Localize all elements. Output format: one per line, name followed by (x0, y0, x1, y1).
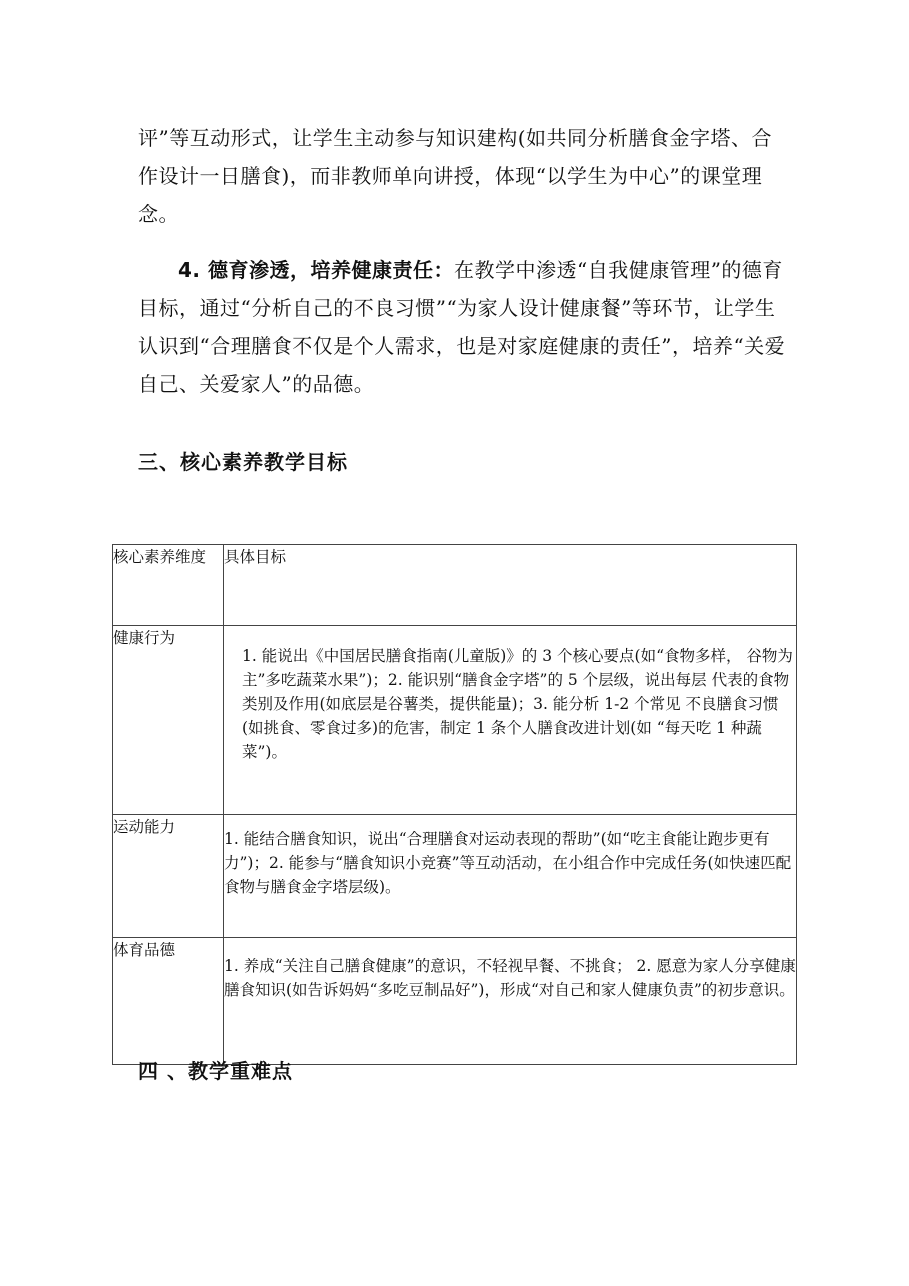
section-heading-key-difficulties: 四 、教学重难点 (138, 1059, 293, 1083)
table-cell-target: 1. 能结合膳食知识，说出“合理膳食对运动表现的帮助”(如“吃主食能让跑步更有力”)；2. 能参与“膳食知识小竞赛”等互动活动，在小组合作中完成任务(如快速匹配食物与膳食金字塔层级)。 (224, 815, 797, 938)
paragraph-moral-education-body: 在教学中渗透“自我健康管理”的德育目标，通过“分析自己的不良习惯”“为家人设计健康餐”等环节，让学生认识到“合理膳食不仅是个人需求，也是对家庭健康的责任”，培养“关爱自己、关爱家人”的品德。 (138, 258, 786, 396)
paragraph-interaction: 评”等互动形式，让学生主动参与知识建构(如共同分析膳食金字塔、合作设计一日膳食)，而非教师单向讲授，体现“以学生为中心”的课堂理念。 (138, 126, 773, 226)
paragraph-moral-education (138, 251, 788, 403)
table-cell-dimension: 运动能力 (113, 815, 224, 938)
table-header-target: 具体目标 (224, 545, 797, 626)
table-row (113, 938, 797, 1065)
table-cell-target: 1. 养成“关注自己膳食健康”的意识，不轻视早餐、不挑食； 2. 愿意为家人分享健康膳食知识(如告诉妈妈“多吃豆制品好”)，形成“对自己和家人健康负责”的初步意识。 (224, 938, 797, 1065)
table-cell-target: 1. 能说出《中国居民膳食指南(儿童版)》的 3 个核心要点(如“食物多样， 谷物为主”多吃蔬菜水果”)；2. 能识别“膳食金字塔”的 5 个层级，说出每层 代表的食物类别及作用(如底层是谷薯类，提供能量)；3. 能分析 1-2 个常见 不良膳食习惯(如挑食、零食过多)的危害，制定 1 条个人膳食改进计划(如 “每天吃 1 种蔬菜”)。 (224, 626, 797, 815)
paragraph-moral-education-title: 4. 德育渗透，培养健康责任： (178, 258, 454, 282)
table-cell-dimension: 体育品德 (113, 938, 224, 1065)
table-cell-dimension: 健康行为 (113, 626, 224, 815)
core-literacy-goals-table (112, 544, 797, 1065)
table-header-row (113, 545, 797, 626)
section-heading-core-goals: 三、核心素养教学目标 (138, 450, 348, 474)
table-header-dimension: 核心素养维度 (113, 545, 224, 626)
table-row (113, 626, 797, 815)
table-row (113, 815, 797, 938)
